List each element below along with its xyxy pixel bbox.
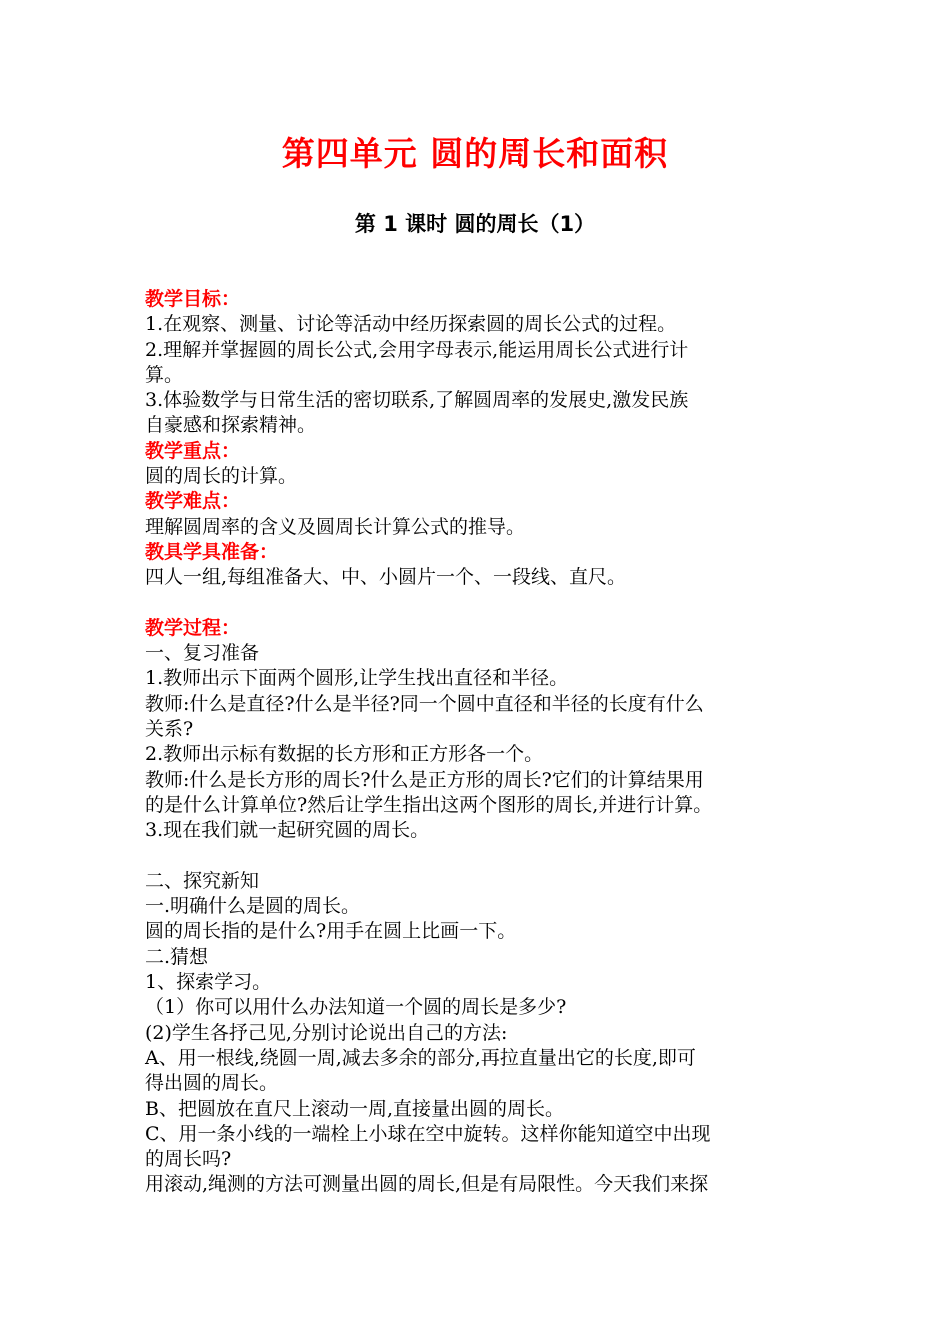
text-line: A、用一根线,绕圆一周,减去多余的部分,再拉直量出它的长度,即可 (145, 1046, 696, 1069)
text-line: 教师:什么是直径?什么是半径?同一个圆中直径和半径的长度有什么 (145, 692, 704, 715)
text-line: B、把圆放在直尺上滚动一周,直接量出圆的周长。 (145, 1097, 565, 1120)
section-heading: 教学过程： (145, 616, 241, 639)
text-line: 2.教师出示标有数据的长方形和正方形各一个。 (145, 743, 544, 766)
text-line: 2.理解并掌握圆的周长公式,会用字母表示,能运用周长公式进行计 (145, 338, 689, 361)
text-line: 自豪感和探索精神。 (145, 414, 317, 437)
blank-line (145, 844, 815, 869)
blank-line (145, 591, 815, 616)
text-line: 3.现在我们就一起研究圆的周长。 (145, 819, 430, 842)
text-line: 关系? (145, 718, 194, 741)
text-line: 的是什么计算单位?然后让学生指出这两个图形的周长,并进行计算。 (145, 793, 713, 816)
section-heading: 教学目标： (145, 288, 241, 310)
text-line: 二.猜想 (145, 945, 209, 968)
text-line: 的周长吗? (145, 1148, 232, 1171)
text-line: 用滚动,绳测的方法可测量出圆的周长,但是有局限性。今天我们来探 (145, 1173, 709, 1196)
text-line: 一.明确什么是圆的周长。 (145, 895, 361, 918)
text-line: 3.体验数学与日常生活的密切联系,了解圆周率的发展史,激发民族 (145, 389, 689, 412)
text-line: 四人一组,每组准备大、中、小圆片一个、一段线、直尺。 (145, 566, 627, 589)
text-line: (2)学生各抒己见,分别讨论说出自己的方法: (145, 1021, 508, 1044)
text-line: 1、探索学习。 (145, 971, 272, 994)
section-heading: 教学难点： (145, 490, 241, 513)
text-line: 1.教师出示下面两个圆形,让学生找出直径和半径。 (145, 667, 569, 690)
text-line: 教师:什么是长方形的周长?什么是正方形的周长?它们的计算结果用 (145, 768, 704, 791)
document-body (145, 287, 815, 1198)
section-heading: 教具学具准备： (145, 540, 279, 563)
unit-title: 第四单元 圆的周长和面积 (281, 134, 669, 173)
text-line: 理解圆周率的含义及圆周长计算公式的推导。 (145, 515, 526, 538)
text-line: C、用一条小线的一端栓上小球在空中旋转。这样你能知道空中出现 (145, 1122, 711, 1145)
text-line: 圆的周长指的是什么?用手在圆上比画一下。 (145, 920, 517, 943)
text-line: （1）你可以用什么办法知道一个圆的周长是多少? (145, 996, 567, 1019)
section-heading: 教学重点： (145, 439, 241, 462)
text-line: 圆的周长的计算。 (145, 465, 298, 488)
text-line: 1.在观察、测量、讨论等活动中经历探索圆的周长公式的过程。 (145, 313, 677, 336)
text-line: 算。 (145, 363, 184, 386)
text-line: 得出圆的周长。 (145, 1072, 279, 1095)
lesson-subtitle: 第 1 课时 圆的周长（1） (354, 212, 596, 236)
text-line: 一、复习准备 (145, 642, 260, 665)
text-line: 二、探究新知 (145, 869, 260, 892)
